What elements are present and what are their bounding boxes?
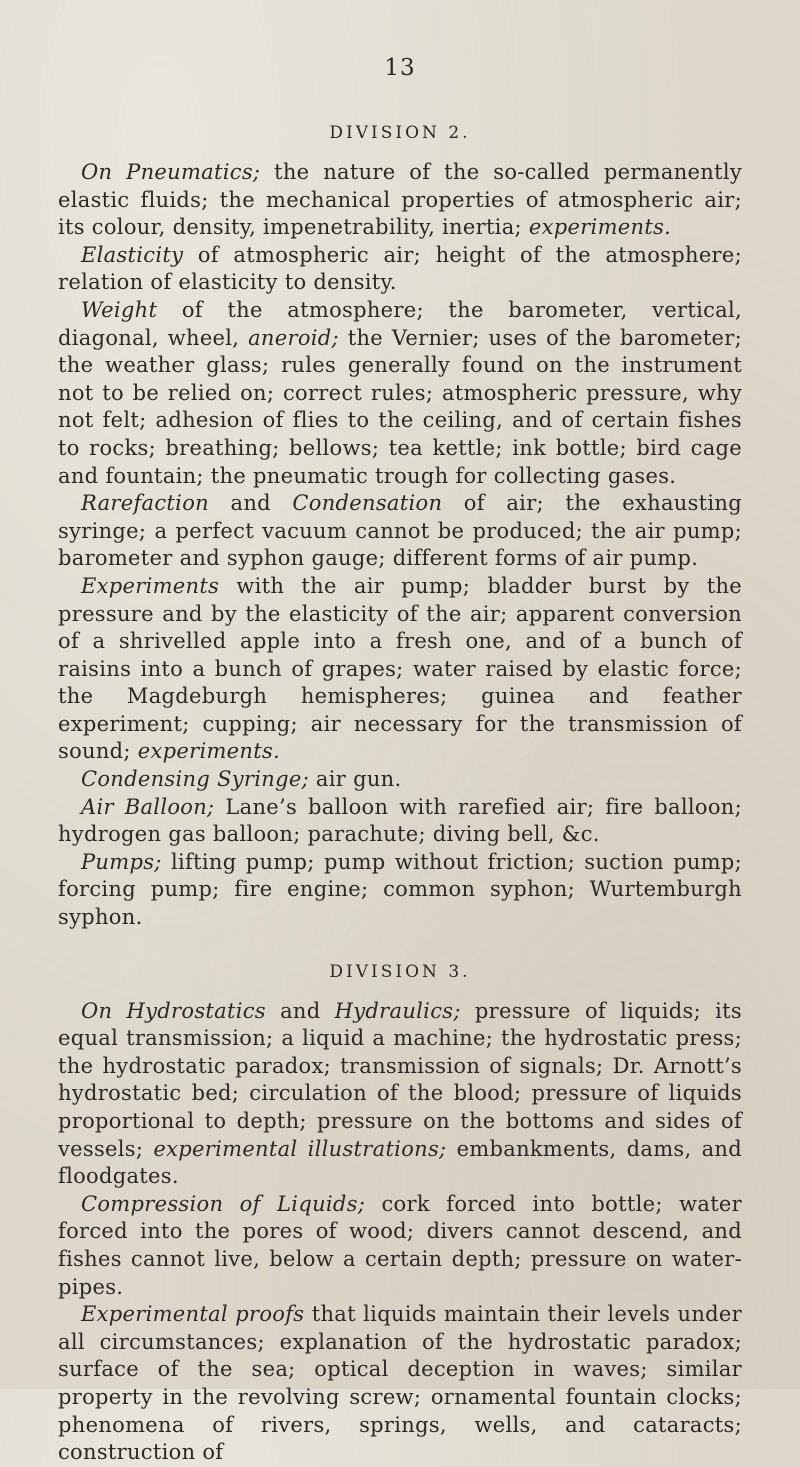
text-run: air gun. <box>308 767 402 792</box>
italic-phrase: On Pneumatics; <box>81 160 261 184</box>
text-run: of the atmosphere; the barometer, vertical, diagonal, wheel, <box>58 297 742 350</box>
book-page <box>58 55 742 1467</box>
italic-phrase: Weight <box>81 297 158 322</box>
text-run: embankments, dams, and floodgates. <box>58 1136 742 1189</box>
italic-phrase: On Hydrostatics <box>81 998 266 1023</box>
italic-phrase: Air Balloon; <box>81 794 215 819</box>
italic-phrase: Condensation <box>292 491 443 516</box>
text-run: and <box>208 491 293 516</box>
paragraph <box>58 490 742 573</box>
paragraph <box>58 297 742 490</box>
text-run: cork forced into bottle; water forced into the pores of wood; divers cannot descend, and fishes cannot live, below a certain depth; pressure on water-pipes. <box>58 1191 742 1299</box>
italic-phrase: Hydraulics; <box>334 998 461 1023</box>
division-heading: DIVISION 2. <box>329 123 471 143</box>
paragraph <box>58 573 742 766</box>
division-2-section <box>58 123 742 932</box>
text-run: pressure of liquids; its equal transmission; a liquid a machine; the hydrostatic press; the hydrostatic paradox; transmission of signals; Dr. Arnott’s hydrostatic bed; circulation of the blood; pressure of liquids proportional to depth; pressure on the bottoms and sides of vessels; <box>58 998 742 1161</box>
italic-phrase: Experiments <box>81 573 220 598</box>
paragraph <box>58 242 742 297</box>
text-run: that liquids maintain their levels under all circumstances; explanation of the hydrostatic paradox; surface of the sea; optical deception in waves; similar property in the revolving screw; ornamental fountain clocks; phenomena of rivers, springs, wells, and cataracts; construction of <box>58 1302 742 1465</box>
division-3-section <box>58 962 742 1467</box>
paragraph <box>58 766 742 794</box>
italic-phrase: aneroid; <box>248 325 339 350</box>
italic-phrase: experiments. <box>137 739 281 764</box>
paragraph <box>58 849 742 932</box>
text-run: the Vernier; uses of the barometer; the weather glass; rules generally found on the instrument not to be relied on; correct rules; atmospheric pressure, why not felt; adhesion of flies to the ceiling, and of certain fishes to rocks; breathing; bellows; tea kettle; ink bottle; bird cage and fountain; the pneumatic trough for collecting gases. <box>58 325 743 488</box>
italic-phrase: Pumps; <box>81 849 162 874</box>
paragraph <box>58 794 742 849</box>
paragraph <box>58 1301 742 1467</box>
italic-phrase: experiments. <box>528 215 672 240</box>
italic-phrase: Rarefaction <box>81 491 209 516</box>
text-run: the nature of the so-called permanently elastic fluids; the mechanical properties of atmospheric air; its colour, density, impenetrability, inertia; <box>58 160 742 240</box>
paragraph <box>58 998 742 1191</box>
italic-phrase: experimental illustrations; <box>153 1136 447 1161</box>
text-run: lifting pump; pump without friction; suction pump; forcing pump; fire engine; common syphon; Wurtemburgh syphon. <box>58 849 742 930</box>
paragraph <box>58 1191 742 1301</box>
italic-phrase: Experimental proofs <box>81 1302 305 1327</box>
page-number: 13 <box>384 55 416 81</box>
division-heading: DIVISION 3. <box>329 961 471 982</box>
italic-phrase: Compression of Liquids; <box>81 1191 366 1216</box>
italic-phrase: Condensing Syringe; <box>81 767 309 792</box>
paragraph <box>58 159 742 242</box>
italic-phrase: Elasticity <box>81 242 184 267</box>
text-run: of atmospheric air; height of the atmosphere; relation of elasticity to density. <box>58 242 742 295</box>
text-run: with the air pump; bladder burst by the pressure and by the elasticity of the air; apparent conversion of a shrivelled apple into a fresh one, and of a bunch of raisins into a bunch of grapes; water raised by elastic force; the Magdeburgh hemispheres; guinea and feather experiment; cupping; air necessary for the transmission of sound; <box>58 573 742 764</box>
text-run: of air; the exhausting syringe; a perfect vacuum cannot be produced; the air pump; barometer and syphon gauge; different forms of air pump. <box>58 491 742 571</box>
text-run: Lane’s balloon with rarefied air; fire balloon; hydrogen gas balloon; parachute; diving bell, &c. <box>58 794 742 847</box>
text-run: and <box>265 998 335 1023</box>
